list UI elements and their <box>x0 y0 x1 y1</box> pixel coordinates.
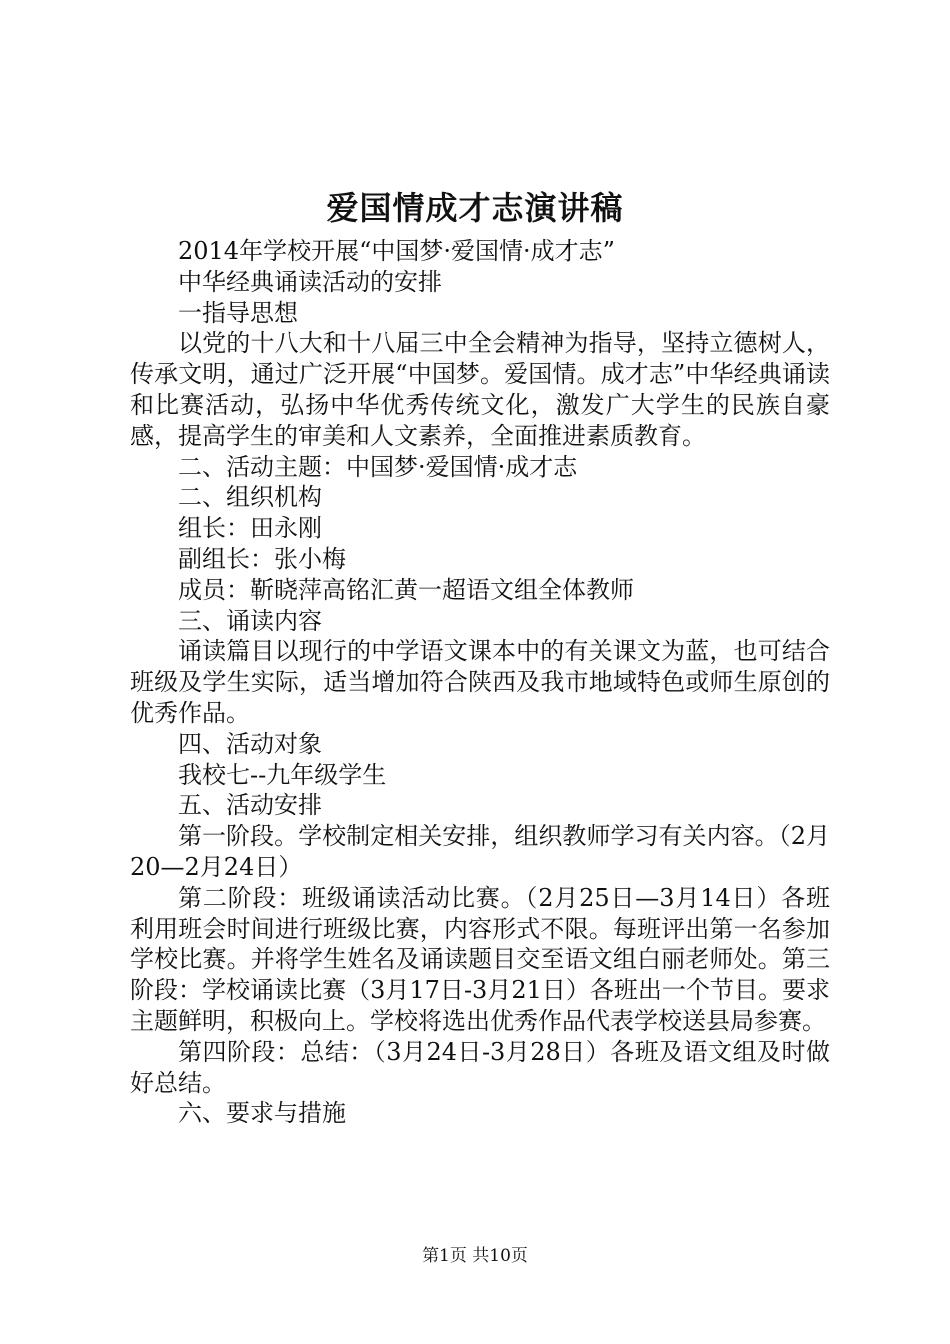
paragraph: 成员：靳晓萍高铭汇黄一超语文组全体教师 <box>178 575 634 604</box>
paragraph: 以党的十八大和十八届三中全会精神为指导，坚持立德树人，传承文明，通过广泛开展“中国梦。爱国情。成才志”中华经典诵读和比赛活动，弘扬中华优秀传统文化，激发广大学生的民族自豪感，提高学生的审美和人文素养，全面推进素质教育。 <box>130 329 830 450</box>
paragraph: 一指导思想 <box>178 298 298 327</box>
paragraph: 二、组织机构 <box>178 483 322 512</box>
paragraph: 第二阶段：班级诵读活动比赛。（2月25日—3月14日）各班利用班会时间进行班级比赛，内容形式不限。每班评出第一名参加学校比赛。并将学生姓名及诵读题目交至语文组白丽老师处。第三阶段：学校诵读比赛（3月17日-3月21日）各班出一个节目。要求主题鲜明，积极向上。学校将选出优秀作品代表学校送县局参赛。 <box>130 883 830 1035</box>
paragraph: 四、活动对象 <box>178 729 322 758</box>
paragraph: 五、活动安排 <box>178 791 322 820</box>
paragraph: 组长：田永刚 <box>178 514 322 543</box>
document-title: 爱国情成才志演讲稿 <box>326 189 624 227</box>
paragraph: 第四阶段：总结：（3月24日-3月28日）各班及语文组及时做好总结。 <box>130 1037 830 1097</box>
page-footer: 第1页 共10页 <box>422 1246 528 1266</box>
paragraph: 副组长：张小梅 <box>178 544 346 573</box>
paragraph: 我校七--九年级学生 <box>178 760 387 789</box>
paragraph: 三、诵读内容 <box>178 606 322 635</box>
paragraph: 诵读篇目以现行的中学语文课本中的有关课文为蓝，也可结合班级及学生实际，适当增加符合陕西及我市地域特色或师生原创的优秀作品。 <box>130 637 830 727</box>
paragraph: 六、要求与措施 <box>178 1099 346 1128</box>
paragraph: 二、活动主题：中国梦·爱国情·成才志 <box>178 452 578 481</box>
paragraph: 中华经典诵读活动的安排 <box>178 267 442 296</box>
paragraph: 2014年学校开展“中国梦·爱国情·成才志” <box>178 237 615 265</box>
document-body <box>130 236 830 1129</box>
paragraph: 第一阶段。学校制定相关安排，组织教师学习有关内容。（2月20—2月24日） <box>130 822 830 881</box>
